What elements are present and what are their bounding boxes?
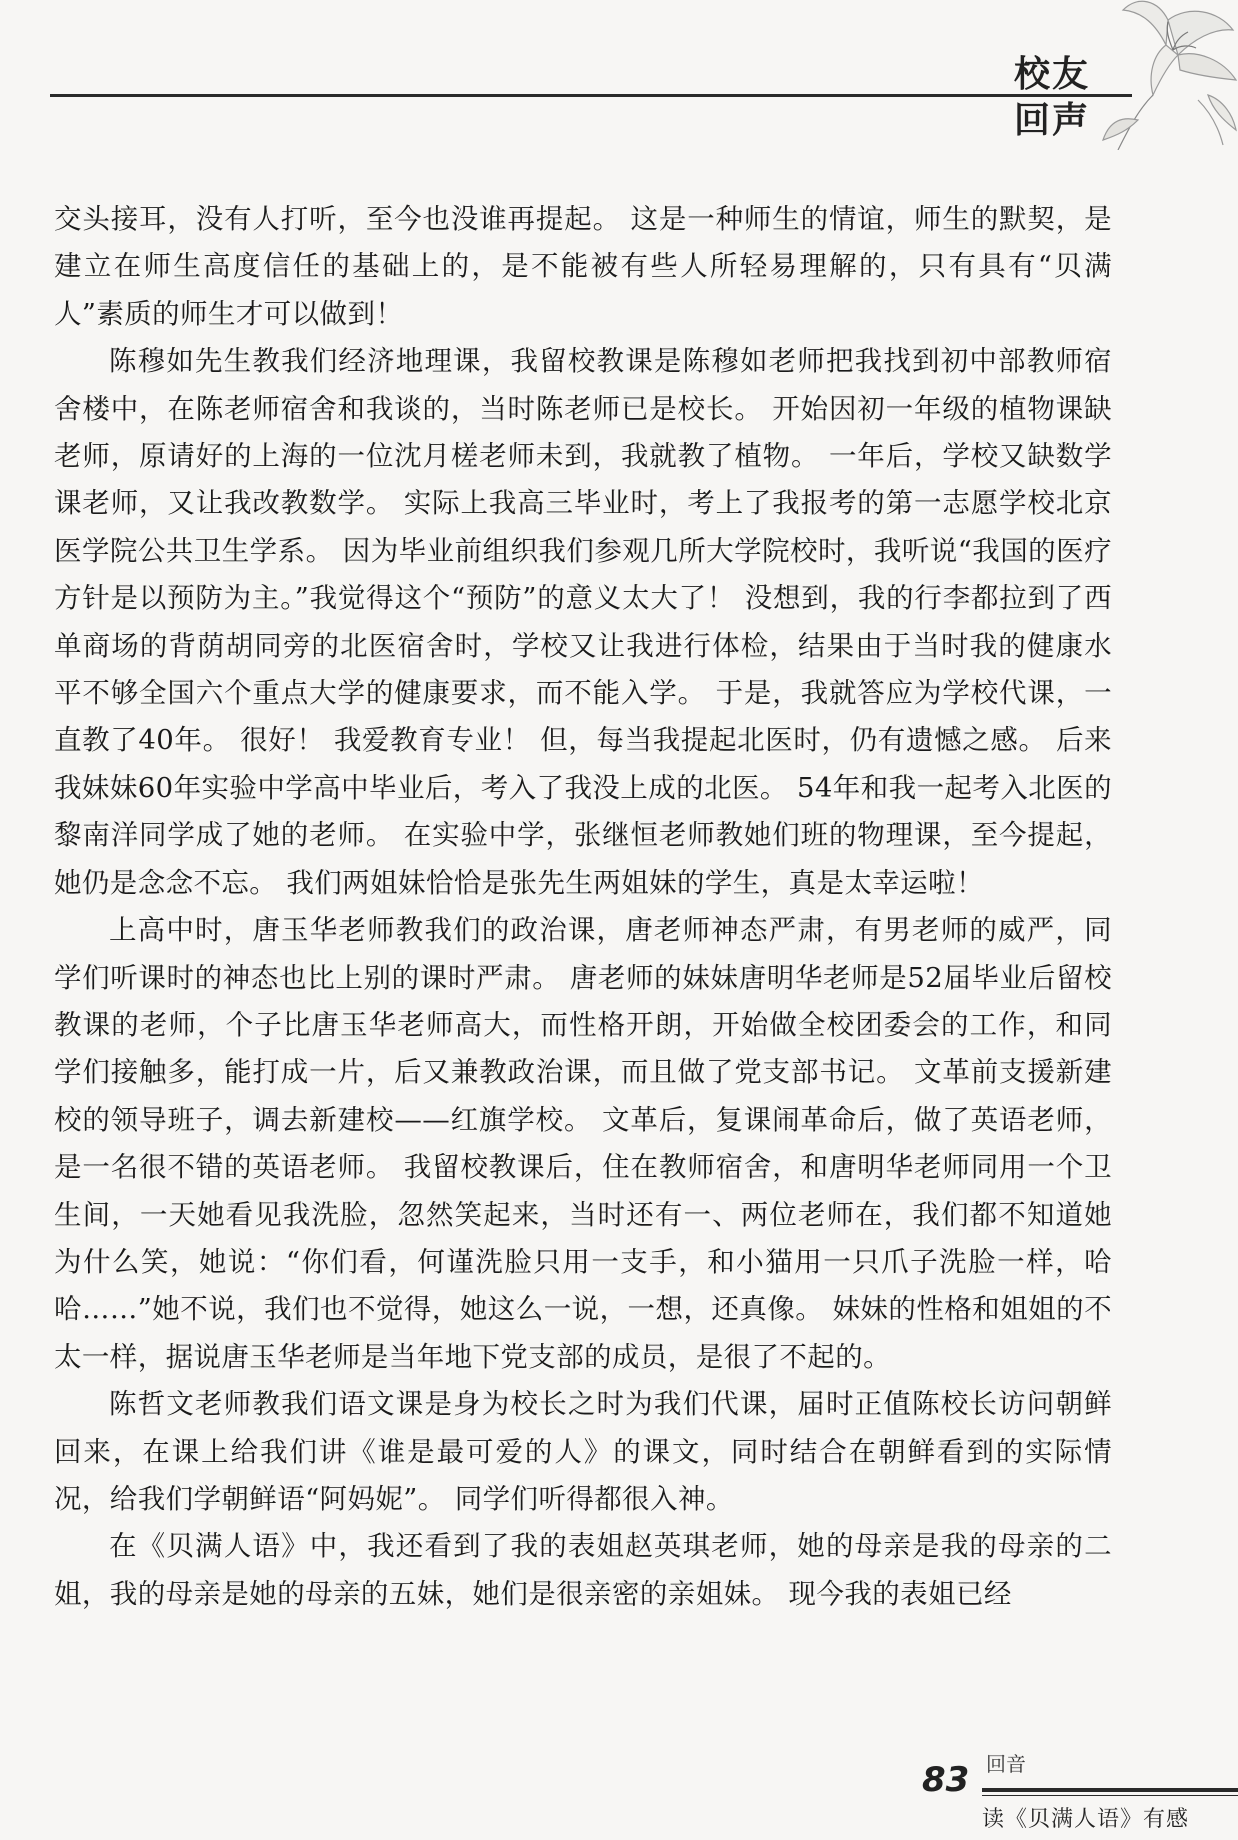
footer-tag: 回音 [986, 1752, 1026, 1776]
section-title-line1: 校友 [1013, 54, 1090, 95]
footer-caption: 读《贝满人语》有感 [982, 1807, 1190, 1832]
section-title [1006, 52, 1098, 144]
paragraph-5: 在《贝满人语》中，我还看到了我的表姐赵英琪老师，她的母亲是我的母亲的二姐，我的母亲是她的母亲的五妹，她们是很亲密的亲姐妹。 现今我的表姐已经 [54, 1530, 1112, 1610]
paragraph-4: 陈哲文老师教我们语文课是身为校长之时为我们代课，届时正值陈校长访问朝鲜回来，在课上给我们讲《谁是最可爱的人》的课文，同时结合在朝鲜看到的实际情况，给我们学朝鲜语“阿妈妮”。 同学们听得都很入神。 [54, 1388, 1112, 1515]
paragraph-3: 上高中时，唐玉华老师教我们的政治课，唐老师神态严肃，有男老师的威严，同学们听课时的神态也比上别的课时严肃。 唐老师的妹妹唐明华老师是52届毕业后留校教课的老师，个子比唐玉华老师高大，而性格开朗，开始做全校团委会的工作，和同学们接触多，能打成一片，后又兼教政治课，而且做了党支部书记。 文革前支援新建校的领导班子，调去新建校——红旗学校。 文革后，复课闹革命后，做了英语老师，是一名很不错的英语老师。 我留校教课后，住在教师宿舍，和唐明华老师同用一个卫生间，一天她看见我洗脸，忽然笑起来，当时还有一、两位老师在，我们都不知道她为什么笑，她说：“你们看，何谨洗脸只用一支手，和小猫用一只爪子洗脸一样，哈哈……”她不说，我们也不觉得，她这么一说，一想，还真像。 妹妹的性格和姐姐的不太一样，据说唐玉华老师是当年地下党支部的成员，是很了不起的。 [54, 914, 1112, 1373]
page-number: 83 [922, 1760, 970, 1800]
header-rule [50, 94, 1132, 97]
footer-rule [982, 1788, 1238, 1792]
page-footer [910, 1740, 1238, 1840]
paragraph-2: 陈穆如先生教我们经济地理课，我留校教课是陈穆如老师把我找到初中部教师宿舍楼中，在陈老师宿舍和我谈的，当时陈老师已是校长。 开始因初一年级的植物课缺老师，原请好的上海的一位沈月槎老师未到，我就教了植物。 一年后，学校又缺数学课老师，又让我改教数学。 实际上我高三毕业时，考上了我报考的第一志愿学校北京医学院公共卫生学系。 因为毕业前组织我们参观几所大学院校时，我听说“我国的医疗方针是以预防为主。”我觉得这个“预防”的意义太大了！ 没想到，我的行李都拉到了西单商场的背荫胡同旁的北医宿舍时，学校又让我进行体检，结果由于当时我的健康水平不够全国六个重点大学的健康要求，而不能入学。 于是，我就答应为学校代课，一直教了40年。 很好！ 我爱教育专业！ 但，每当我提起北医时，仍有遗憾之感。 后来我妹妹60年实验中学高中毕业后，考入了我没上成的北医。 54年和我一起考入北医的黎南洋同学成了她的老师。 在实验中学，张继恒老师教她们班的物理课，至今提起，她仍是念念不忘。 我们两姐妹恰恰是张先生两姐妹的学生，真是太幸运啦！ [54, 345, 1112, 899]
lily-flower-decoration [1098, 0, 1238, 150]
paragraph-1: 交头接耳，没有人打听，至今也没谁再提起。 这是一种师生的情谊，师生的默契，是建立在师生高度信任的基础上的，是不能被有些人所轻易理解的，只有具有“贝满人”素质的师生才可以做到！ [54, 203, 1112, 330]
section-title-line2: 回声 [1013, 100, 1090, 141]
article-body [54, 196, 1112, 1618]
footer-rule-thin [982, 1795, 1238, 1796]
